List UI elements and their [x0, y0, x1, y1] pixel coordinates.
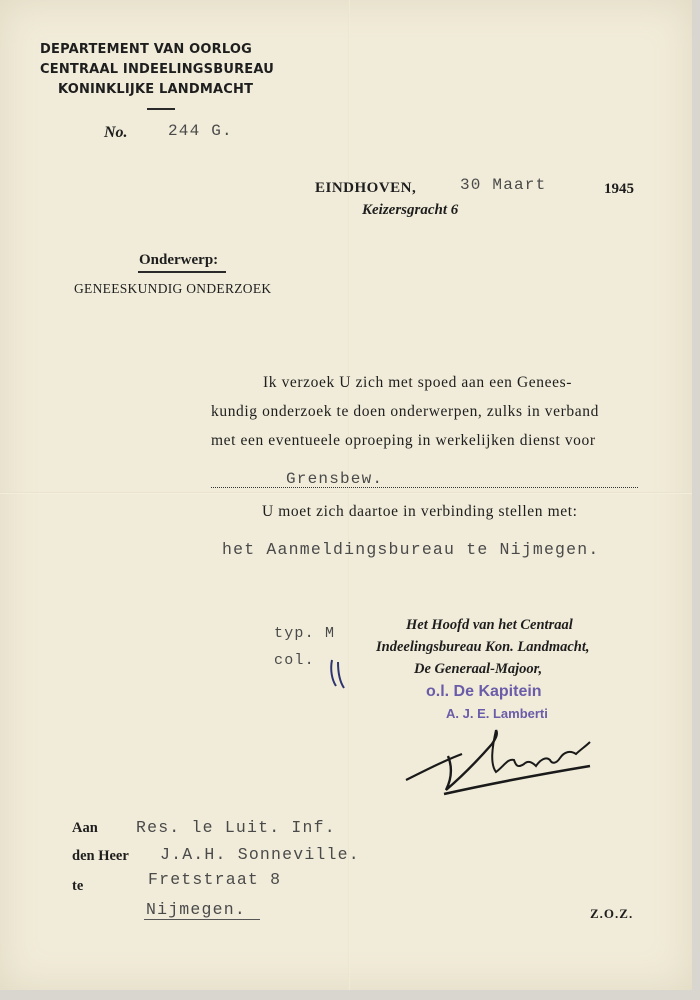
- addressee-street: Fretstraat 8: [148, 870, 282, 889]
- body-line-4: U moet zich daartoe in verbinding stellen met:: [262, 503, 578, 520]
- addressee-heer-label: den Heer: [72, 848, 129, 864]
- turn-over-mark: Z.O.Z.: [590, 906, 634, 921]
- paper-fold-vertical: [348, 0, 350, 990]
- service-value: Grensbew.: [286, 470, 384, 488]
- department-line-3: KONINKLIJKE LANDMACHT: [58, 82, 254, 97]
- reference-label: No.: [104, 124, 128, 141]
- addressee-city-underline: [144, 919, 260, 920]
- service-dotted-line: [211, 487, 638, 488]
- subject-underline: [138, 271, 226, 273]
- subject-label: Onderwerp:: [139, 252, 219, 268]
- addressee-city: Nijmegen.: [146, 900, 246, 919]
- body-line-1: Ik verzoek U zich met spoed aan een Genees-: [263, 374, 572, 391]
- typist-mark: typ. M: [274, 625, 336, 642]
- addressee-name: J.A.H. Sonneville.: [160, 845, 360, 864]
- reference-number: 244 G.: [168, 122, 233, 140]
- dateline-date: 30 Maart: [460, 176, 547, 194]
- addressee-te-label: te: [72, 878, 84, 894]
- collation-mark: col.: [274, 652, 315, 669]
- header-divider: [147, 108, 175, 110]
- body-line-3: met een eventueele oproeping in werkelijken dienst voor: [211, 432, 596, 449]
- dateline-address: Keizersgracht 6: [362, 202, 459, 218]
- contact-value: het Aanmeldingsbureau te Nijmegen.: [222, 540, 600, 559]
- signature-title-2: Indeelingsbureau Kon. Landmacht,: [376, 639, 590, 655]
- paper-fold-horizontal: [0, 492, 692, 494]
- stamp-rank: o.l. De Kapitein: [426, 683, 542, 700]
- subject-value: GENEESKUNDIG ONDERZOEK: [74, 281, 272, 296]
- stamp-name: A. J. E. Lamberti: [446, 706, 548, 721]
- dateline-year: 1945: [604, 181, 634, 197]
- addressee-rank: Res. le Luit. Inf.: [136, 818, 336, 837]
- addressee-aan-label: Aan: [72, 820, 98, 836]
- department-line-1: DEPARTEMENT VAN OORLOG: [40, 42, 253, 57]
- initial-mark: [326, 656, 350, 692]
- body-line-2: kundig onderzoek te doen onderwerpen, zulks in verband: [211, 403, 599, 420]
- dateline-city: EINDHOVEN,: [315, 180, 417, 196]
- department-line-2: CENTRAAL INDEELINGSBUREAU: [40, 62, 274, 77]
- signature-icon: [400, 720, 600, 800]
- signature-title-3: De Generaal-Majoor,: [414, 661, 543, 677]
- signature-title-1: Het Hoofd van het Centraal: [406, 617, 573, 633]
